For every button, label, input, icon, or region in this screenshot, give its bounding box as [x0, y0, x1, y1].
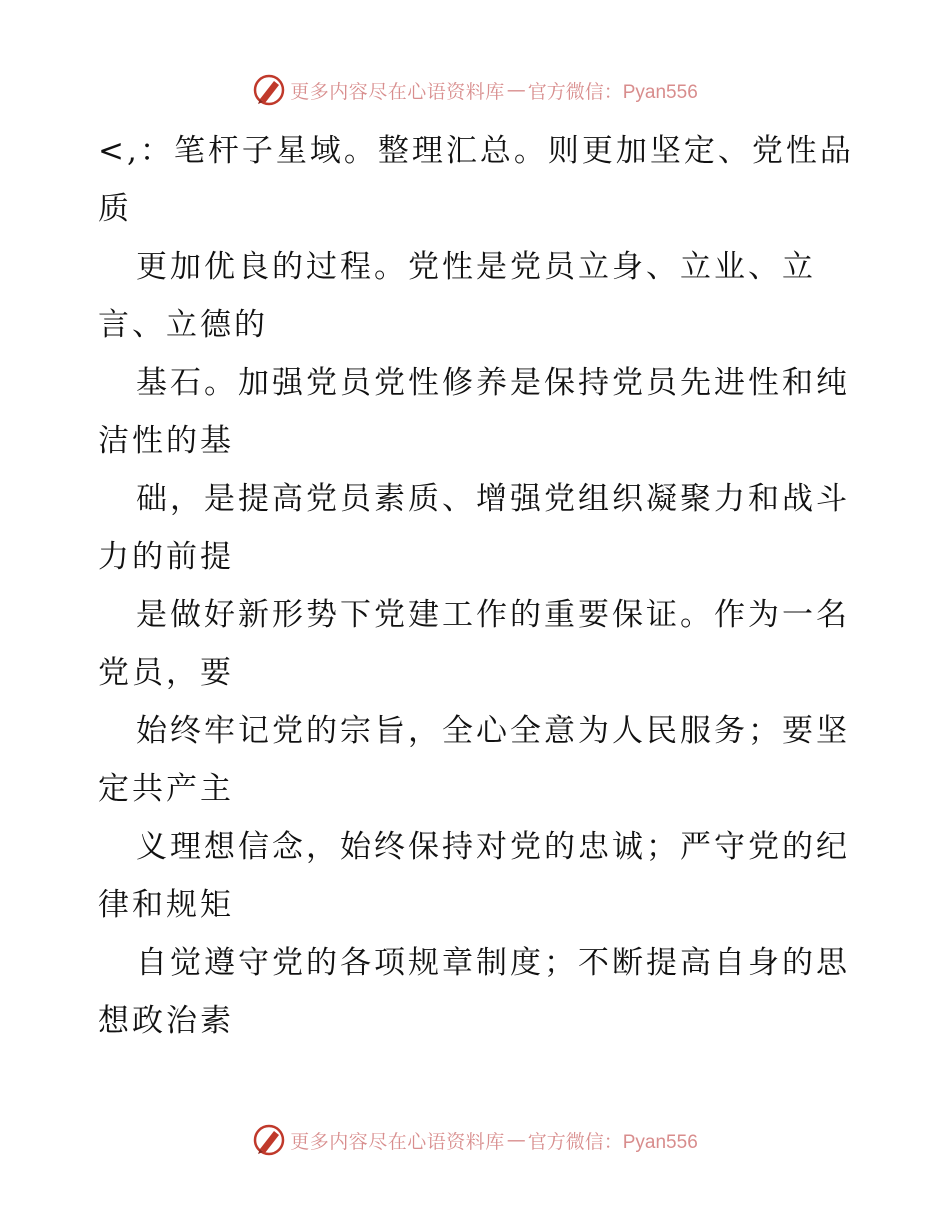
- body-line: 自觉遵守党的各项规章制度；不断提高自身的思: [136, 945, 850, 981]
- banner-wechat: 官方微信：Pyan556: [527, 81, 698, 103]
- banner-wechat: 官方微信：Pyan556: [527, 1131, 698, 1153]
- header-banner: [0, 70, 950, 110]
- body-line: 想政治素: [98, 1003, 234, 1039]
- body-line: 定共产主: [98, 771, 234, 807]
- body-line: <,：笔杆子星域。整理汇总。则更加坚定、党性品: [98, 133, 854, 169]
- body-line: 始终牢记党的宗旨，全心全意为人民服务；要坚: [136, 713, 850, 749]
- body-line: 党员，要: [98, 655, 234, 691]
- body-line: 更加优良的过程。党性是党员立身、立业、立: [136, 249, 816, 285]
- banner-dash: —: [506, 1129, 526, 1151]
- pen-logo-icon: [252, 73, 286, 107]
- body-line: 础，是提高党员素质、增强党组织凝聚力和战斗: [136, 481, 850, 517]
- footer-banner: [0, 1120, 950, 1160]
- body-line: 基石。加强党员党性修养是保持党员先进性和纯: [136, 365, 850, 401]
- body-line: 义理想信念，始终保持对党的忠诚；严守党的纪: [136, 829, 850, 865]
- body-line: 是做好新形势下党建工作的重要保证。作为一名: [136, 597, 850, 633]
- body-line: 洁性的基: [98, 423, 234, 459]
- pen-logo-icon: [252, 1123, 286, 1157]
- banner-text: 更多内容尽在心语资料库: [290, 80, 505, 103]
- banner-text: 更多内容尽在心语资料库: [290, 1130, 505, 1153]
- body-line: 力的前提: [98, 539, 234, 575]
- body-line: 律和规矩: [98, 887, 234, 923]
- body-line: 言、立德的: [98, 307, 268, 343]
- banner-dash: —: [506, 79, 526, 101]
- body-line: 质: [98, 191, 132, 227]
- document-body: [98, 122, 858, 1050]
